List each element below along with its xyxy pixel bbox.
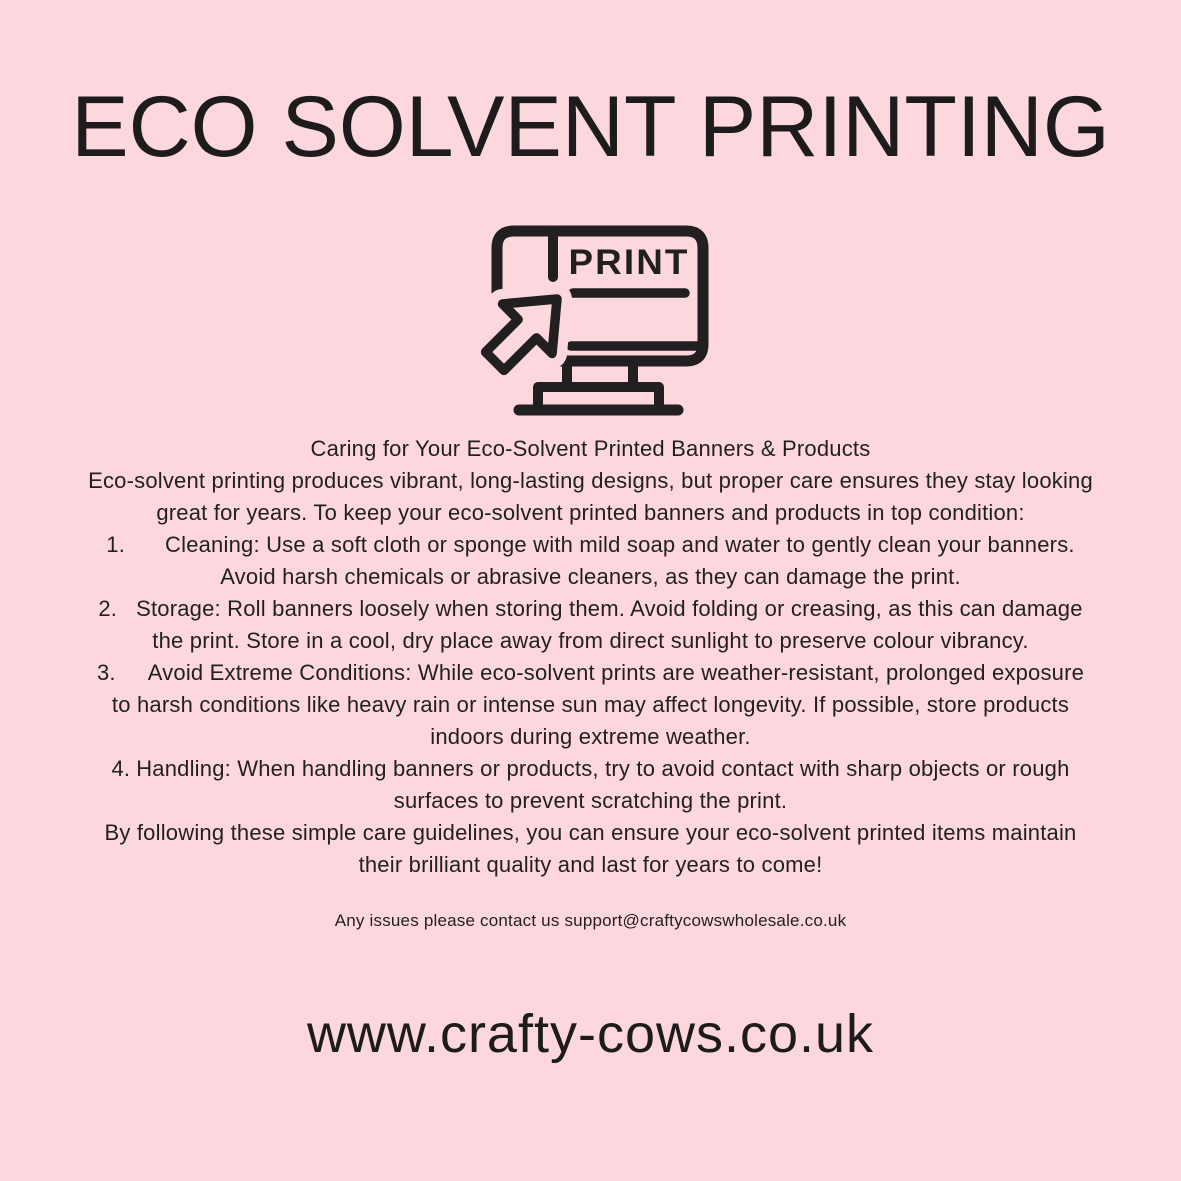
care-item-number: 4. <box>111 756 131 782</box>
care-item-text: Handling: When handling banners or products, try to avoid contact with sharp objects or rough surfaces to prevent scratching the print. <box>136 756 1070 814</box>
care-item-storage <box>86 593 1096 657</box>
care-item-handling <box>86 753 1096 817</box>
stand-step <box>538 387 659 406</box>
care-item-text: Cleaning: Use a soft cloth or sponge with mild soap and water to gently clean your banners. Avoid harsh chemicals or abrasive cleaners, as they can damage the print. <box>165 532 1075 590</box>
care-outro: By following these simple care guidelines, you can ensure your eco-solvent printed items maintain their brilliant quality and last for years to come! <box>104 820 1077 878</box>
care-item-extreme-conditions <box>86 657 1096 753</box>
care-item-text: Avoid Extreme Conditions: While eco-solvent prints are weather-resistant, prolonged exposure to harsh conditions like heavy rain or intense sun may affect longevity. If possible, store products indoors during extreme weather. <box>111 660 1085 750</box>
page-title: ECO SOLVENT PRINTING <box>71 79 1110 175</box>
contact-line: Any issues please contact us support@craftycowswholesale.co.uk <box>334 911 847 931</box>
care-item-number: 1. <box>106 532 126 558</box>
care-heading: Caring for Your Eco-Solvent Printed Banners & Products <box>310 436 871 462</box>
care-intro: Eco-solvent printing produces vibrant, long-lasting designs, but proper care ensures they stay looking great for years. To keep your eco-solvent printed banners and products in top condition: <box>88 468 1093 526</box>
website-url: www.crafty-cows.co.uk <box>306 1004 875 1065</box>
care-item-cleaning <box>86 529 1096 593</box>
print-monitor-icon-svg <box>466 218 716 421</box>
care-instructions-block <box>86 433 1096 881</box>
print-monitor-icon <box>0 218 1181 421</box>
care-item-number: 3. <box>96 660 116 686</box>
care-item-text: Storage: Roll banners loosely when storing them. Avoid folding or creasing, as this can damage the print. Store in a cool, dry place away from direct sunlight to preserve colour vibrancy. <box>136 596 1083 654</box>
print-label: PRINT <box>568 243 689 283</box>
care-item-number: 2. <box>98 596 118 622</box>
